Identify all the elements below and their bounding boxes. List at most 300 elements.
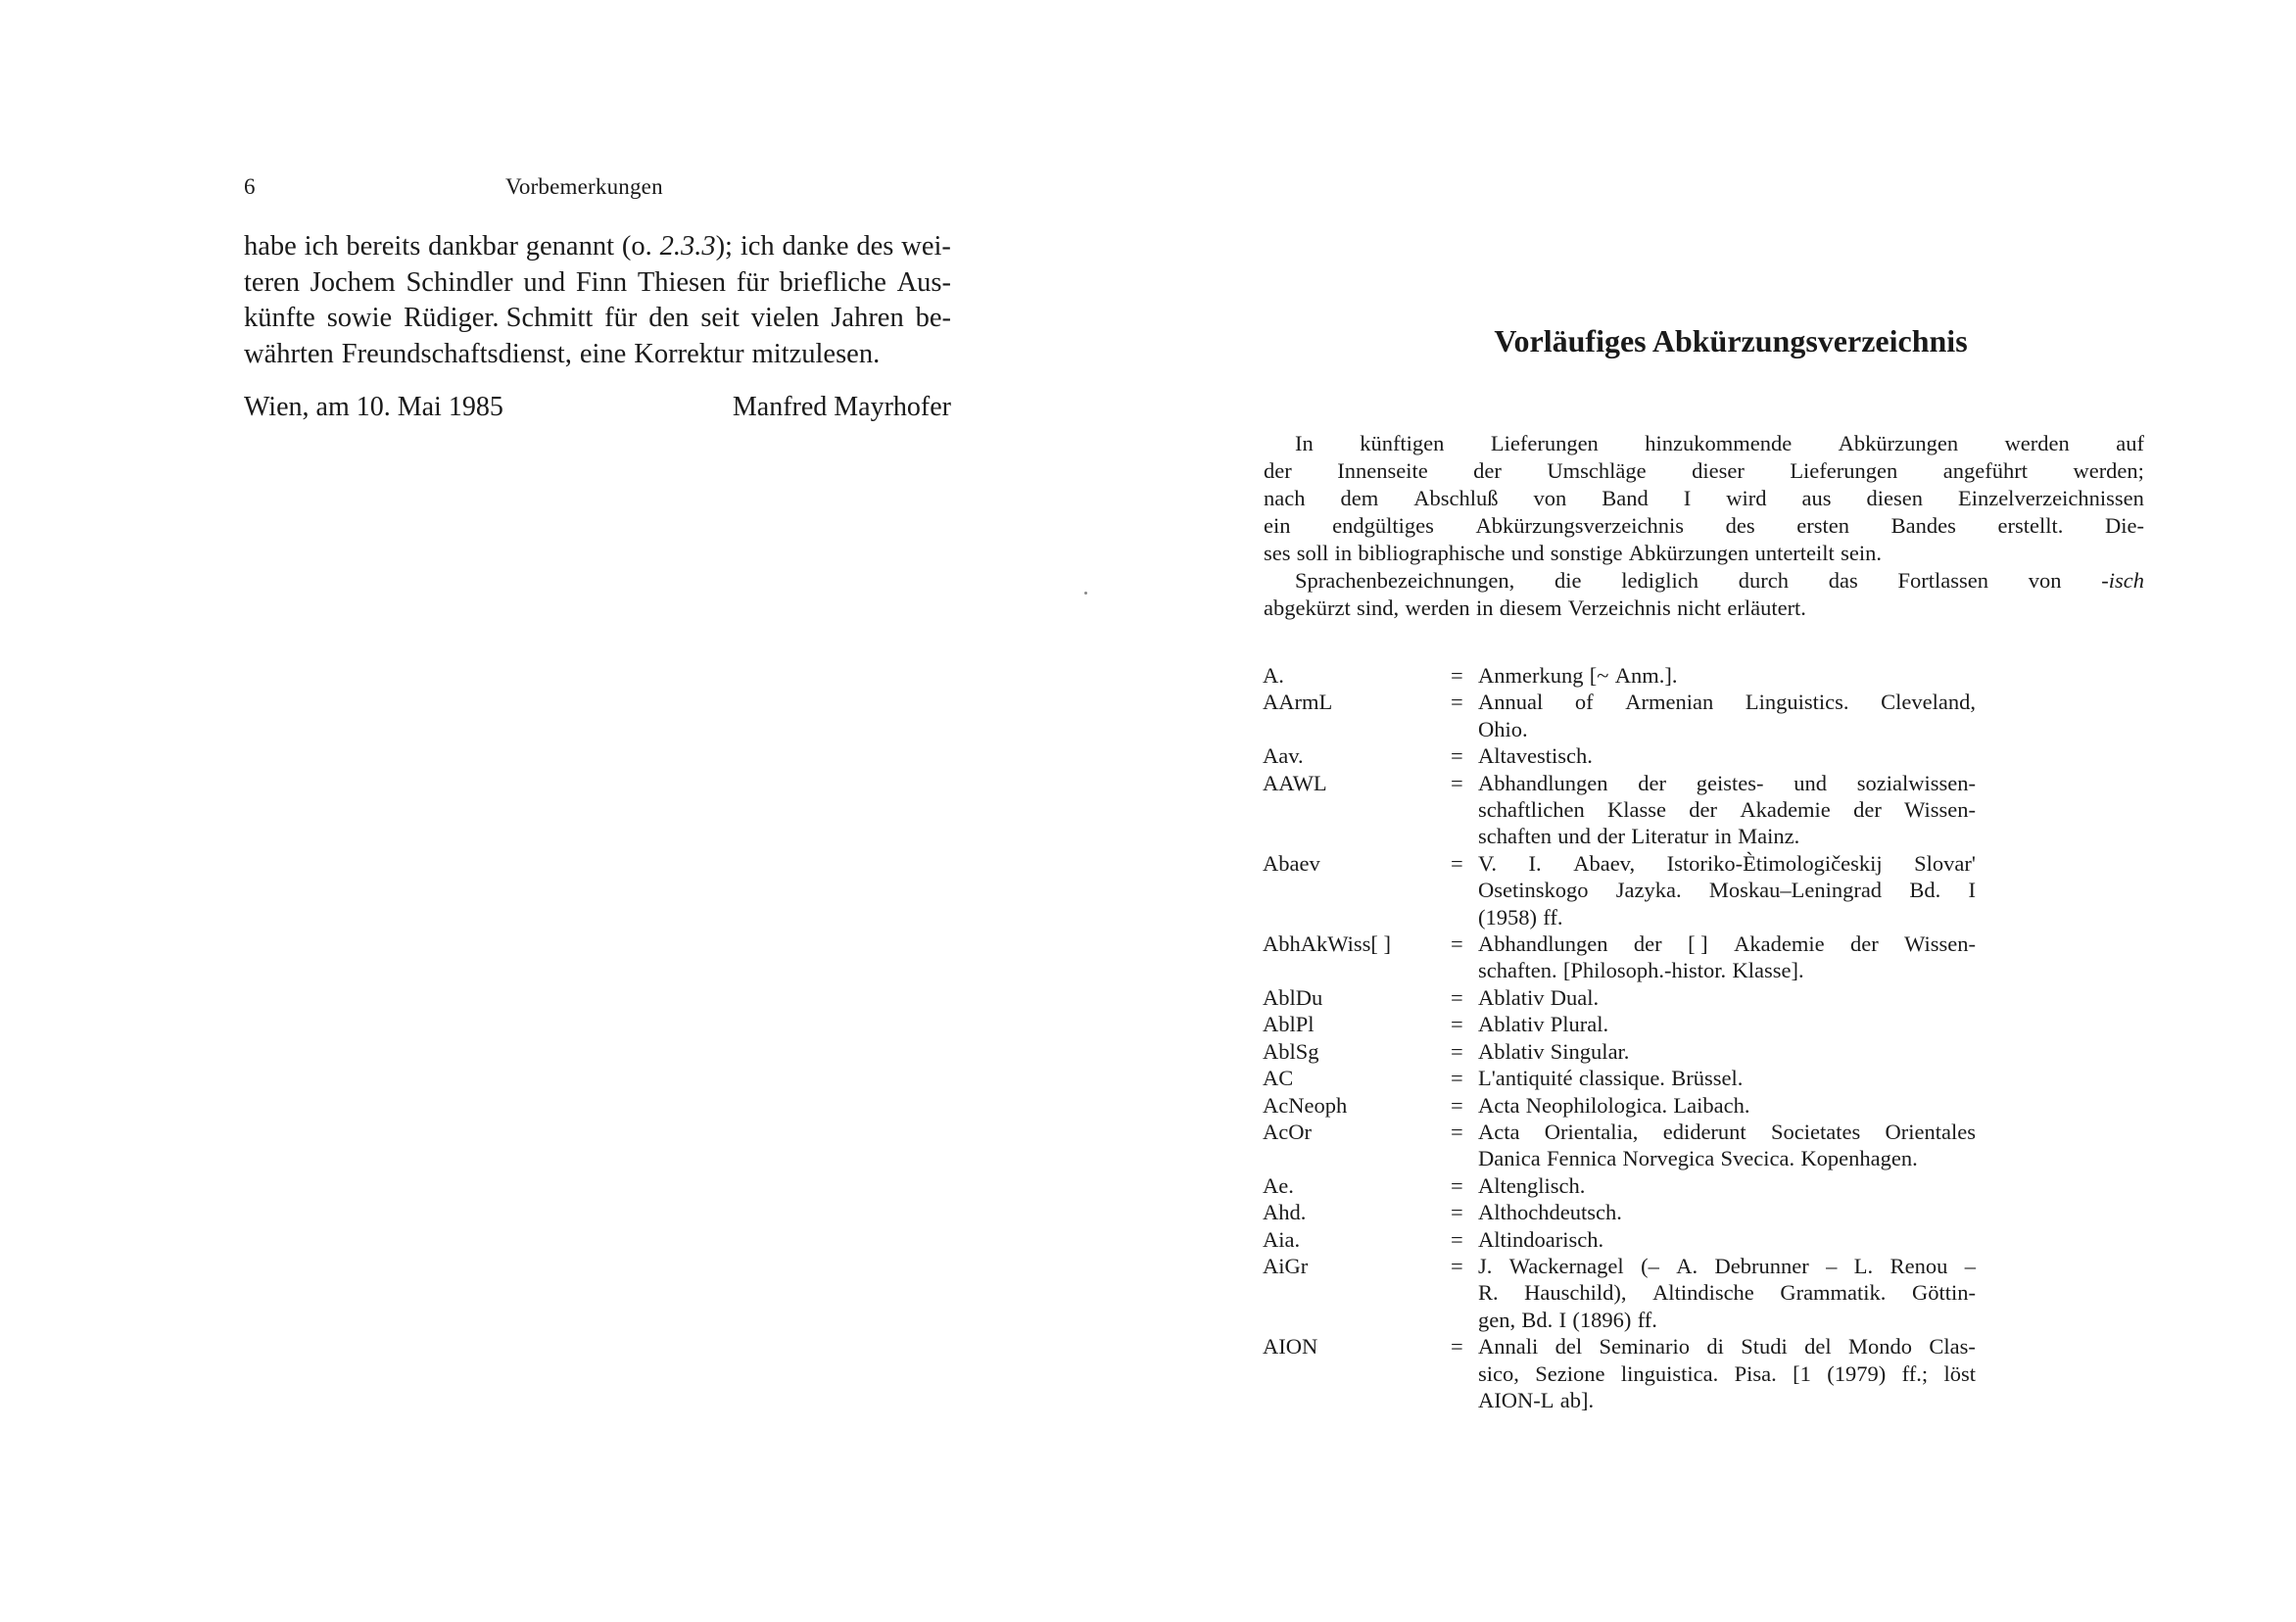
word: J. [1478,1253,1493,1278]
word: künftigen [1360,431,1445,455]
word: bereits [346,231,421,262]
word: I. [1528,850,1542,876]
word: Brüssel. [1671,1066,1744,1091]
abbreviation-term: AION [1263,1334,1318,1360]
abbreviation-list-heading: Vorläufiges Abkürzungsverzeichnis [1494,323,1968,358]
word: für [604,303,638,333]
word: Societates [1770,1119,1861,1144]
word: Bandes [1890,513,1956,538]
word: wird [1726,486,1767,510]
abbreviation-definition [1478,1119,1976,1172]
abbreviation-definition [1478,1092,1976,1119]
word: Klasse [1607,797,1666,823]
word: und [1510,541,1545,565]
word: Studi [1741,1334,1788,1360]
intro-line [1264,595,2144,622]
word: nicht [1677,596,1722,620]
word: Seminario [1599,1334,1690,1360]
abbreviation-term: AblSg [1263,1038,1319,1064]
abbreviation-entry [1263,689,2144,742]
equals-sign: = [1451,1172,1463,1198]
word: durch [1738,568,1789,593]
word: unterteilt [1754,541,1835,565]
word: Acta [1478,1092,1520,1118]
word: dankbar [428,231,518,262]
abbreviation-term: AblDu [1263,984,1323,1010]
word: Cleveland, [1881,690,1976,715]
word: dieser [1692,458,1745,483]
word: von [1533,486,1567,510]
abbreviation-definition [1478,742,1976,769]
word: Freundschaftsdienst, [341,338,572,369]
word: Die- [2105,513,2144,538]
word: Mainz. [1738,824,1800,849]
word: Grammatik. [1780,1280,1887,1306]
word: diesem [1499,596,1562,620]
word: Kopenhagen. [1800,1146,1918,1171]
word: abgekürzt [1264,596,1351,620]
equals-sign: = [1451,743,1463,769]
equals-sign: = [1451,1119,1463,1144]
definition-line [1478,1145,1976,1171]
word: endgültiges [1332,513,1434,538]
word: seit [700,303,740,333]
word: habe [244,231,297,262]
word: Annual [1478,690,1544,715]
intro-line [1264,540,2144,567]
intro-line [1264,485,2144,512]
equals-sign: = [1451,1226,1463,1252]
word: Altindische [1652,1280,1754,1306]
word: Fortlassen [1897,568,1988,593]
word: Ablativ [1478,1038,1545,1064]
word: Pisa. [1734,1360,1777,1386]
definition-line [1478,689,1976,715]
definition-line [1478,1333,1976,1360]
intro-line [1264,457,2144,485]
word: der [1853,797,1882,823]
word: del [1555,1334,1583,1360]
word: Danica [1478,1146,1541,1171]
word: ich [304,231,339,262]
text-line [244,229,951,265]
word: AION-L [1478,1387,1555,1412]
abbreviation-entry [1263,770,2144,850]
word: Osetinskogo [1478,878,1589,903]
word: in [1475,596,1494,620]
word: classique. [1578,1066,1665,1091]
word: den [648,303,690,333]
word: Lieferungen [1790,458,1898,483]
equals-sign: = [1451,850,1463,876]
word: sico, [1478,1360,1519,1386]
word: linguistica. [1620,1360,1719,1386]
word: I [1683,486,1692,510]
definition-line [1478,1253,1976,1279]
word: Finn [575,266,628,298]
word: Ablativ [1478,1012,1545,1037]
word: aus [1801,486,1832,510]
word: Neophilologica. [1525,1092,1668,1118]
word: Rüdiger. Schmitt [404,303,594,333]
word: – [1964,1253,1976,1278]
word: Akademie [1734,931,1825,957]
abbreviation-term: AiGr [1263,1253,1309,1278]
word: di [1706,1334,1724,1360]
abbreviation-definition [1478,1226,1976,1253]
word: des [856,231,894,262]
word: für [736,266,769,298]
word: wei- [901,231,951,262]
word: Bd. [1521,1307,1554,1332]
definition-line [1478,796,1976,823]
word: erläutert. [1727,596,1806,620]
word: Abkürzungen [1628,541,1749,565]
word: schaftlichen [1478,797,1585,823]
word: sonstige [1550,541,1623,565]
running-head-title: Vorbemerkungen [505,174,663,199]
abbreviation-term: AArmL [1263,690,1333,715]
word: schaften. [1478,958,1557,983]
word: Mondo [1848,1334,1913,1360]
abbreviation-entry [1263,1226,2144,1253]
abbreviation-entry [1263,742,2144,769]
word: ersten [1796,513,1849,538]
word: geistes- [1696,770,1764,795]
word: Altavestisch. [1478,743,1593,769]
definition-line [1478,1279,1976,1306]
word: Linguistics. [1745,690,1849,715]
word: [Philosoph.-histor. [1562,958,1727,983]
word: ein [1264,513,1291,538]
abbreviation-entry [1263,1011,2144,1037]
abbreviation-definition [1478,1333,1976,1413]
preface-paragraph [244,229,951,372]
word: Ablativ [1478,984,1545,1010]
definition-line [1478,930,1976,957]
word: I [1968,878,1976,903]
abbreviation-term: AcNeoph [1263,1092,1348,1118]
word: in [1334,541,1353,565]
word: [1 [1793,1360,1811,1386]
abbreviation-term: Aav. [1263,743,1304,769]
abbreviation-term: AbhAkWiss[ ] [1263,931,1391,957]
word: währten [244,338,334,369]
word: Göttin- [1911,1280,1976,1306]
word: – [1826,1253,1838,1278]
word: teren [244,266,300,298]
equals-sign: = [1451,1012,1463,1037]
abbreviation-term: AcOr [1263,1119,1312,1144]
word: Abhandlungen [1478,770,1608,795]
word: Akademie [1740,797,1831,823]
word: der [1264,458,1292,483]
equals-sign: = [1451,690,1463,715]
word: Aus- [896,266,951,298]
word: Dual. [1550,984,1600,1010]
word: angeführt [1942,458,2028,483]
word: der [1638,770,1666,795]
abbreviation-list [1263,662,2144,1413]
intro-paragraph [1264,430,2144,622]
word: Jochem [310,266,396,298]
word: Jahren [831,303,904,333]
abbreviation-definition [1478,1199,1976,1225]
abbreviation-entry [1263,930,2144,984]
word: ab]. [1559,1387,1595,1412]
definition-line [1478,823,1976,849]
word: genannt [525,231,614,262]
word: ff. [1637,1307,1657,1332]
word: be- [915,303,951,333]
word: Anmerkung [1478,663,1584,688]
word: auf [2116,431,2144,455]
word: erstellt. [1997,513,2064,538]
word: soll [1296,541,1329,565]
definition-line [1478,1172,1976,1199]
word: A. [1676,1253,1698,1278]
place-date: Wien, am 10. Mai 1985 [244,392,503,422]
word: Altenglisch. [1478,1172,1586,1198]
word: sind, [1357,596,1400,620]
word: [ ] [1688,931,1708,957]
abbreviation-entry [1263,1065,2144,1091]
text-line [244,301,951,337]
word: ich [740,231,775,262]
word: Abhandlungen [1478,931,1608,957]
word: Wissen- [1904,797,1976,823]
word: nach [1264,486,1306,510]
word: Schindler [406,266,513,298]
word: Anm.]. [1614,663,1678,688]
word: (o. [621,231,652,262]
abbreviation-term: Abaev [1263,850,1320,876]
word: lediglich [1621,568,1699,593]
word: und [1794,770,1827,795]
equals-sign: = [1451,1200,1463,1225]
word: Orientales [1885,1119,1976,1144]
word: del [1804,1334,1832,1360]
word: werden [1405,596,1470,620]
right-page [1148,0,2296,1622]
abbreviation-entry [1263,1199,2144,1225]
word: Renou [1889,1253,1948,1278]
abbreviation-entry [1263,984,2144,1011]
word: (1979) [1827,1360,1887,1386]
abbreviation-entry [1263,1333,2144,1413]
definition-line [1478,984,1976,1011]
word: -isch [2101,568,2144,593]
word: R. [1478,1280,1499,1306]
word: schaften [1478,824,1552,849]
page-number: 6 [244,174,256,199]
word: Sezione [1535,1360,1605,1386]
word: der [1473,458,1502,483]
word: sein. [1841,541,1882,565]
scan-speck [1084,592,1087,595]
word: dem [1340,486,1379,510]
word: künfte [244,303,315,333]
text-line [244,265,951,302]
word: der [1850,931,1879,957]
abbreviation-term: AAWL [1263,770,1327,795]
word: Einzelverzeichnissen [1957,486,2144,510]
abbreviation-definition [1478,1253,1976,1333]
word: briefliche [779,266,886,298]
abbreviation-term: AblPl [1263,1012,1315,1037]
word: Band [1602,486,1649,510]
definition-line [1478,1092,1976,1119]
equals-sign: = [1451,1092,1463,1118]
word: ses [1264,541,1291,565]
word: of [1574,690,1594,715]
abbreviation-entry [1263,1172,2144,1199]
word: Altindoarisch. [1478,1226,1604,1252]
author-name: Manfred Mayrhofer [732,392,951,422]
word: Abschluß [1413,486,1499,510]
intro-line [1264,512,2144,540]
definition-line [1478,877,1976,903]
definition-line [1478,1307,1976,1333]
definition-line [1478,1065,1976,1091]
word: hinzukommende [1645,431,1793,455]
word: L'antiquité [1478,1066,1573,1091]
abbreviation-term: AC [1263,1066,1294,1091]
definition-line [1478,742,1976,769]
word: Thiesen [637,266,727,298]
text-line [244,337,951,373]
word: Innenseite [1337,458,1428,483]
abbreviation-definition [1478,770,1976,850]
word: ff.; [1901,1360,1929,1386]
abbreviation-entry [1263,1253,2144,1333]
word: Svecica. [1720,1146,1795,1171]
word: sowie [326,303,393,333]
definition-line [1478,1226,1976,1253]
word: der [1597,824,1626,849]
definition-line [1478,770,1976,796]
word: Sprachenbezeichnungen, [1295,568,1515,593]
definition-line [1478,1011,1976,1037]
definition-line [1478,1038,1976,1065]
word: sozialwissen- [1856,770,1976,795]
definition-line [1478,1387,1976,1413]
definition-line [1478,716,1976,742]
word: Fennica [1547,1146,1617,1171]
word: Singular. [1550,1038,1630,1064]
abbreviation-definition [1478,984,1976,1011]
word: L. [1853,1253,1874,1278]
intro-line [1264,567,2144,595]
equals-sign: = [1451,984,1463,1010]
word: Bd. [1909,878,1941,903]
word: bibliographische [1358,541,1506,565]
word: Orientalia, [1544,1119,1639,1144]
word: Korrektur [634,338,744,369]
word: des [1725,513,1755,538]
running-head [244,174,951,210]
word: Clas- [1929,1334,1976,1360]
word: die [1555,568,1582,593]
word: diesen [1866,486,1923,510]
word: Lieferungen [1490,431,1599,455]
abbreviation-definition [1478,850,1976,930]
word: Literatur [1631,824,1709,849]
abbreviation-definition [1478,1011,1976,1037]
word: Abkürzungen [1838,431,1959,455]
abbreviation-term: Ae. [1263,1172,1294,1198]
abbreviation-entry [1263,1092,2144,1119]
definition-line [1478,662,1976,689]
word: Abkürzungsverzeichnis [1475,513,1684,538]
word: Norvegica [1622,1146,1715,1171]
word: vielen [750,303,820,333]
word: (– [1641,1253,1659,1278]
equals-sign: = [1451,1066,1463,1091]
abbreviation-definition [1478,689,1976,742]
equals-sign: = [1451,931,1463,957]
abbreviation-term: A. [1263,663,1284,688]
word: mitzulesen. [751,338,881,369]
abbreviation-definition [1478,1065,1976,1091]
word: Acta [1478,1119,1520,1144]
word: Laibach. [1673,1092,1750,1118]
intro-line [1264,430,2144,457]
equals-sign: = [1451,1253,1463,1278]
word: 2.3.3); [659,231,733,262]
word: Hauschild), [1524,1280,1627,1306]
word: Moskau–Leningrad [1708,878,1883,903]
word: Althochdeutsch. [1478,1200,1622,1225]
word: und [1557,824,1592,849]
equals-sign: = [1451,663,1463,688]
definition-line [1478,1360,1976,1387]
word: V. [1478,850,1497,876]
abbreviation-entry [1263,662,2144,689]
word: gen, [1478,1307,1516,1332]
word: werden [2004,431,2070,455]
word: Debrunner [1714,1253,1809,1278]
word: Ohio. [1478,716,1528,741]
word: Verzeichnis [1567,596,1671,620]
abbreviation-definition [1478,1172,1976,1199]
abbreviation-entry [1263,850,2144,930]
word: danke [782,231,849,262]
word: löst [1943,1360,1976,1386]
word: in [1714,824,1732,849]
word: Wackernagel [1508,1253,1624,1278]
word: Abaev, [1573,850,1636,876]
word: Jazyka. [1615,878,1682,903]
word: Plural. [1550,1012,1609,1037]
word: Armenian [1625,690,1714,715]
word: Klasse]. [1732,958,1804,983]
word: Umschläge [1547,458,1647,483]
abbreviation-definition [1478,662,1976,689]
word: und [523,266,566,298]
abbreviation-term: Aia. [1263,1226,1301,1252]
abbreviation-entry [1263,1119,2144,1172]
abbreviation-entry [1263,1038,2144,1065]
word: [~ [1589,663,1609,688]
definition-line [1478,850,1976,877]
word: von [2028,568,2062,593]
abbreviation-definition [1478,930,1976,984]
word: Slovar' [1914,850,1976,876]
word: der [1689,797,1718,823]
abbreviation-term: Ahd. [1263,1200,1307,1225]
word: Annali [1478,1334,1539,1360]
